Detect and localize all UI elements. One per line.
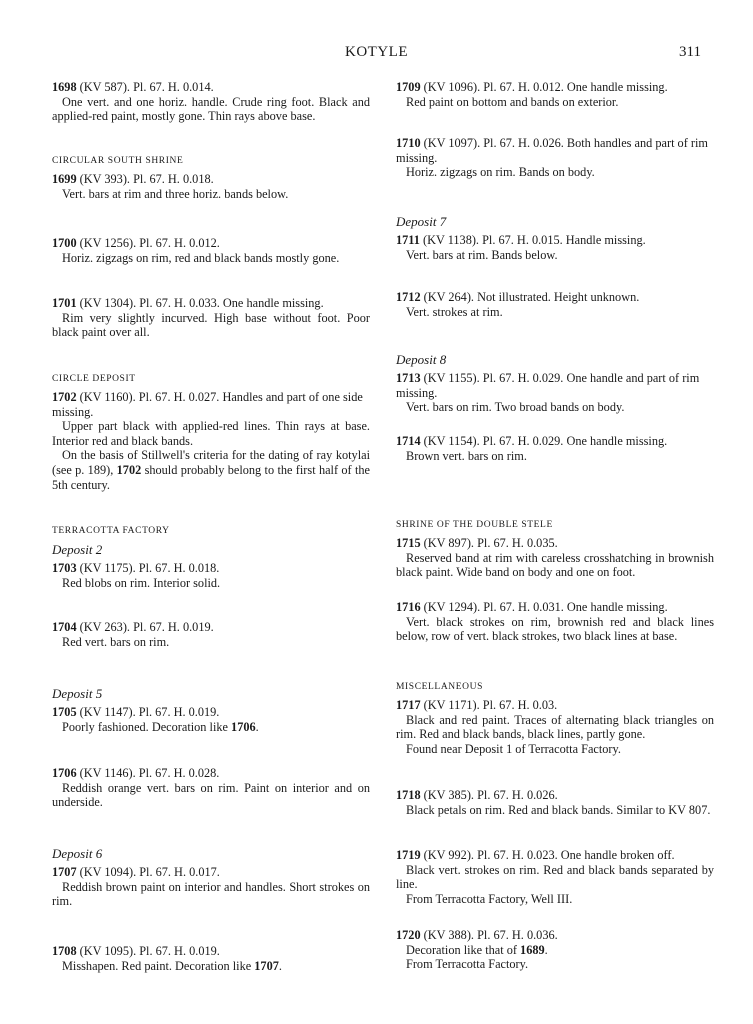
entry-description [52, 251, 370, 266]
description-text: From Terracotta Factory. [406, 957, 529, 972]
entry-heading [396, 848, 714, 863]
entry-number: 1698 [52, 80, 77, 94]
catalogue-entry [396, 788, 714, 817]
catalogue-block [396, 518, 714, 580]
entry-description [52, 448, 370, 492]
entry-heading [396, 233, 714, 248]
description-text: Found near Deposit 1 of Terracotta Factory. [406, 741, 621, 756]
catalogue-entry [52, 766, 370, 810]
entry-details: (KV 388). Pl. 67. H. 0.036. [420, 928, 558, 942]
description-text: Vert. strokes at rim. [406, 304, 503, 319]
entry-description [396, 803, 714, 818]
entry-description [52, 720, 370, 735]
catalogue-entry [396, 80, 714, 109]
entry-description [52, 880, 370, 909]
description-text: Vert. bars at rim and three horiz. bands below. [62, 186, 289, 201]
entry-heading [52, 620, 370, 635]
entry-number: 1714 [396, 434, 421, 448]
entry-heading [52, 390, 370, 419]
description-text: Horiz. zigzags on rim, red and black bands mostly gone. [62, 250, 340, 265]
catalogue-block [52, 80, 370, 124]
entry-number: 1700 [52, 236, 77, 250]
entry-number: 1715 [396, 536, 421, 550]
catalogue-block [52, 154, 370, 201]
page-number: 311 [679, 44, 701, 60]
description-text: Black petals on rim. Red and black bands. Similar to KV 807. [406, 802, 711, 817]
entry-description [396, 892, 714, 907]
entry-heading [396, 600, 714, 615]
entry-heading [52, 236, 370, 251]
catalogue-entry [52, 865, 370, 909]
catalogue-entry [52, 944, 370, 973]
entry-details: (KV 393). Pl. 67. H. 0.018. [76, 172, 214, 186]
catalogue-block [52, 686, 370, 734]
catalogue-block [396, 136, 714, 180]
entry-details: (KV 1138). Pl. 67. H. 0.015. Handle missing. [419, 233, 646, 247]
description-text: . [278, 958, 282, 973]
entry-details: (KV 1175). Pl. 67. H. 0.018. [76, 561, 220, 575]
catalogue-block [52, 524, 370, 590]
catalogue-entry [396, 848, 714, 906]
deposit-heading: Deposit 6 [52, 846, 103, 861]
entry-number: 1699 [52, 172, 77, 186]
entry-description [396, 713, 714, 742]
catalogue-block [396, 928, 714, 972]
deposit-heading: Deposit 8 [396, 352, 447, 367]
entry-details: (KV 1146). Pl. 67. H. 0.028. [76, 766, 220, 780]
description-text: Horiz. zigzags on rim. Bands on body. [406, 165, 595, 180]
catalogue-entry [396, 233, 714, 262]
description-text: Red blobs on rim. Interior solid. [62, 575, 221, 590]
entry-number: 1708 [52, 944, 77, 958]
entry-number: 1701 [52, 296, 77, 310]
entry-details: (KV 264). Not illustrated. Height unknown. [420, 290, 640, 304]
description-text: Vert. bars at rim. Bands below. [406, 247, 558, 262]
catalogue-entry [52, 172, 370, 201]
catalogue-entry [396, 371, 714, 415]
deposit-heading: Deposit 5 [52, 686, 103, 701]
entry-description [52, 576, 370, 591]
entry-description [396, 863, 714, 892]
entry-number: 1713 [396, 371, 421, 385]
section-heading: MISCELLANEOUS [396, 682, 483, 692]
entry-description [52, 95, 370, 124]
entry-number: 1710 [396, 136, 421, 150]
entry-description [396, 400, 714, 415]
entry-description [52, 187, 370, 202]
section-heading: SHRINE OF THE DOUBLE STELE [396, 520, 553, 530]
description-text: Rim very slightly incurved. High base without foot. Poor black paint over all. [52, 310, 370, 340]
entry-details: (KV 1095). Pl. 67. H. 0.019. [76, 944, 220, 958]
entry-heading [396, 788, 714, 803]
entry-description [396, 248, 714, 263]
entry-details: (KV 1294). Pl. 67. H. 0.031. One handle missing. [420, 600, 668, 614]
entry-number: 1702 [52, 390, 77, 404]
catalogue-entry [396, 136, 714, 180]
entry-details: (KV 897). Pl. 67. H. 0.035. [420, 536, 558, 550]
entry-description [52, 635, 370, 650]
entry-heading [52, 865, 370, 880]
catalogue-entry [52, 620, 370, 649]
description-text: . [544, 942, 548, 957]
entry-heading [52, 766, 370, 781]
entry-number: 1720 [396, 928, 421, 942]
description-text: Reddish brown paint on interior and handles. Short strokes on rim. [52, 879, 370, 909]
catalogue-entry [396, 698, 714, 756]
entry-heading [396, 434, 714, 449]
description-text: Black and red paint. Traces of alternating black triangles on rim. Red and black bands, black lines, partly gone. [396, 712, 714, 742]
entry-details: (KV 1094). Pl. 67. H. 0.017. [76, 865, 220, 879]
entry-details: (KV 1160). Pl. 67. H. 0.027. Handles and part of one side missing. [52, 390, 363, 419]
entry-description [396, 305, 714, 320]
entry-details: (KV 1154). Pl. 67. H. 0.029. One handle missing. [420, 434, 668, 448]
description-text: Red vert. bars on rim. [62, 634, 170, 649]
entry-heading [396, 80, 714, 95]
entry-details: (KV 1256). Pl. 67. H. 0.012. [76, 236, 220, 250]
entry-details: (KV 992). Pl. 67. H. 0.023. One handle broken off. [420, 848, 675, 862]
entry-details: (KV 1155). Pl. 67. H. 0.029. One handle and part of rim missing. [396, 371, 700, 400]
cross-reference: 1702 [116, 462, 142, 477]
entry-number: 1712 [396, 290, 421, 304]
catalogue-block [52, 620, 370, 649]
section-heading: CIRCLE DEPOSIT [52, 374, 136, 384]
catalogue-block [52, 296, 370, 340]
entry-description [52, 419, 370, 448]
entry-heading [396, 290, 714, 305]
catalogue-block [396, 788, 714, 817]
entry-description [396, 165, 714, 180]
description-text: From Terracotta Factory, Well III. [406, 891, 573, 906]
entry-heading [52, 944, 370, 959]
entry-number: 1704 [52, 620, 77, 634]
catalogue-entry [52, 390, 370, 492]
catalogue-entry [52, 296, 370, 340]
entry-number: 1706 [52, 766, 77, 780]
entry-description [52, 781, 370, 810]
catalogue-entry [52, 561, 370, 590]
description-text: Poorly fashioned. Decoration like [62, 719, 232, 734]
description-text: Upper part black with applied-red lines. Thin rays at base. Interior red and black bands. [52, 419, 370, 448]
catalogue-block [52, 372, 370, 492]
catalogue-block [52, 846, 370, 909]
catalogue-entry [52, 705, 370, 734]
description-text: Misshapen. Red paint. Decoration like [62, 958, 255, 973]
description-text: Decoration like that of [406, 942, 521, 957]
cross-reference: 1706 [231, 719, 256, 734]
description-text: Vert. black strokes on rim, brownish red and black lines below, row of vert. black strokes, two black lines at base. [396, 614, 714, 644]
entry-number: 1711 [396, 233, 420, 247]
catalogue-entry [396, 290, 714, 319]
entry-description [396, 742, 714, 757]
entry-heading [396, 698, 714, 713]
entry-description [396, 551, 714, 580]
catalogue-block [396, 352, 714, 415]
cross-reference: 1707 [254, 958, 279, 973]
entry-description [396, 95, 714, 110]
description-text: One vert. and one horiz. handle. Crude ring foot. Black and applied-red paint, mostly gone. Thin rays above base. [52, 94, 370, 124]
entry-heading [52, 705, 370, 720]
catalogue-block [396, 848, 714, 906]
entry-heading [52, 80, 370, 95]
entry-description [396, 449, 714, 464]
running-head: KOTYLE [345, 44, 408, 60]
entry-number: 1719 [396, 848, 421, 862]
catalogue-entry [396, 536, 714, 580]
entry-description [396, 615, 714, 644]
entry-number: 1707 [52, 865, 77, 879]
entry-details: (KV 263). Pl. 67. H. 0.019. [76, 620, 214, 634]
entry-heading [52, 561, 370, 576]
entry-heading [52, 296, 370, 311]
catalogue-entry [396, 928, 714, 972]
entry-number: 1718 [396, 788, 421, 802]
entry-details: (KV 1096). Pl. 67. H. 0.012. One handle missing. [420, 80, 668, 94]
entry-details: (KV 1171). Pl. 67. H. 0.03. [420, 698, 558, 712]
description-text: Brown vert. bars on rim. [406, 448, 527, 463]
catalogue-block [396, 290, 714, 319]
entry-description [396, 957, 714, 972]
catalogue-block [52, 236, 370, 265]
entry-description [52, 959, 370, 974]
description-text: On the basis of Stillwell's criteria for the dating of ray kotylai (see p. 189), [52, 448, 370, 477]
catalogue-block [52, 766, 370, 810]
description-text: Vert. bars on rim. Two broad bands on body. [406, 400, 625, 415]
catalogue-block [396, 434, 714, 463]
entry-details: (KV 1147). Pl. 67. H. 0.019. [76, 705, 220, 719]
entry-heading [52, 172, 370, 187]
description-text: Reddish orange vert. bars on rim. Paint on interior and on underside. [52, 780, 370, 810]
description-text: Red paint on bottom and bands on exterior. [406, 94, 619, 109]
entry-number: 1703 [52, 561, 77, 575]
description-text: Reserved band at rim with careless crosshatching in brownish black paint. Wide band on body and one on foot. [396, 550, 714, 580]
entry-number: 1705 [52, 705, 77, 719]
catalogue-block [396, 680, 714, 756]
entry-number: 1716 [396, 600, 421, 614]
entry-heading [396, 371, 714, 400]
description-text: . [255, 719, 259, 734]
catalogue-entry [52, 80, 370, 124]
catalogue-entry [52, 236, 370, 265]
catalogue-entry [396, 600, 714, 644]
entry-description [396, 943, 714, 958]
cross-reference: 1689 [520, 942, 545, 957]
section-heading: TERRACOTTA FACTORY [52, 526, 170, 536]
entry-heading [396, 136, 714, 165]
description-text: should probably belong to the first half of the 5th century. [52, 462, 370, 492]
section-heading: CIRCULAR SOUTH SHRINE [52, 156, 184, 166]
entry-details: (KV 587). Pl. 67. H. 0.014. [76, 80, 214, 94]
entry-heading [396, 536, 714, 551]
catalogue-block [52, 944, 370, 973]
entry-number: 1709 [396, 80, 421, 94]
entry-details: (KV 1097). Pl. 67. H. 0.026. Both handles and part of rim missing. [396, 136, 708, 165]
catalogue-block [396, 214, 714, 262]
catalogue-entry [396, 434, 714, 463]
entry-description [52, 311, 370, 340]
entry-details: (KV 385). Pl. 67. H. 0.026. [420, 788, 558, 802]
deposit-heading: Deposit 7 [396, 214, 447, 229]
catalogue-block [396, 600, 714, 644]
description-text: Black vert. strokes on rim. Red and black bands separated by line. [396, 862, 714, 892]
catalogue-block [396, 80, 714, 109]
entry-number: 1717 [396, 698, 421, 712]
deposit-heading: Deposit 2 [52, 542, 103, 557]
entry-heading [396, 928, 714, 943]
entry-details: (KV 1304). Pl. 67. H. 0.033. One handle missing. [76, 296, 324, 310]
